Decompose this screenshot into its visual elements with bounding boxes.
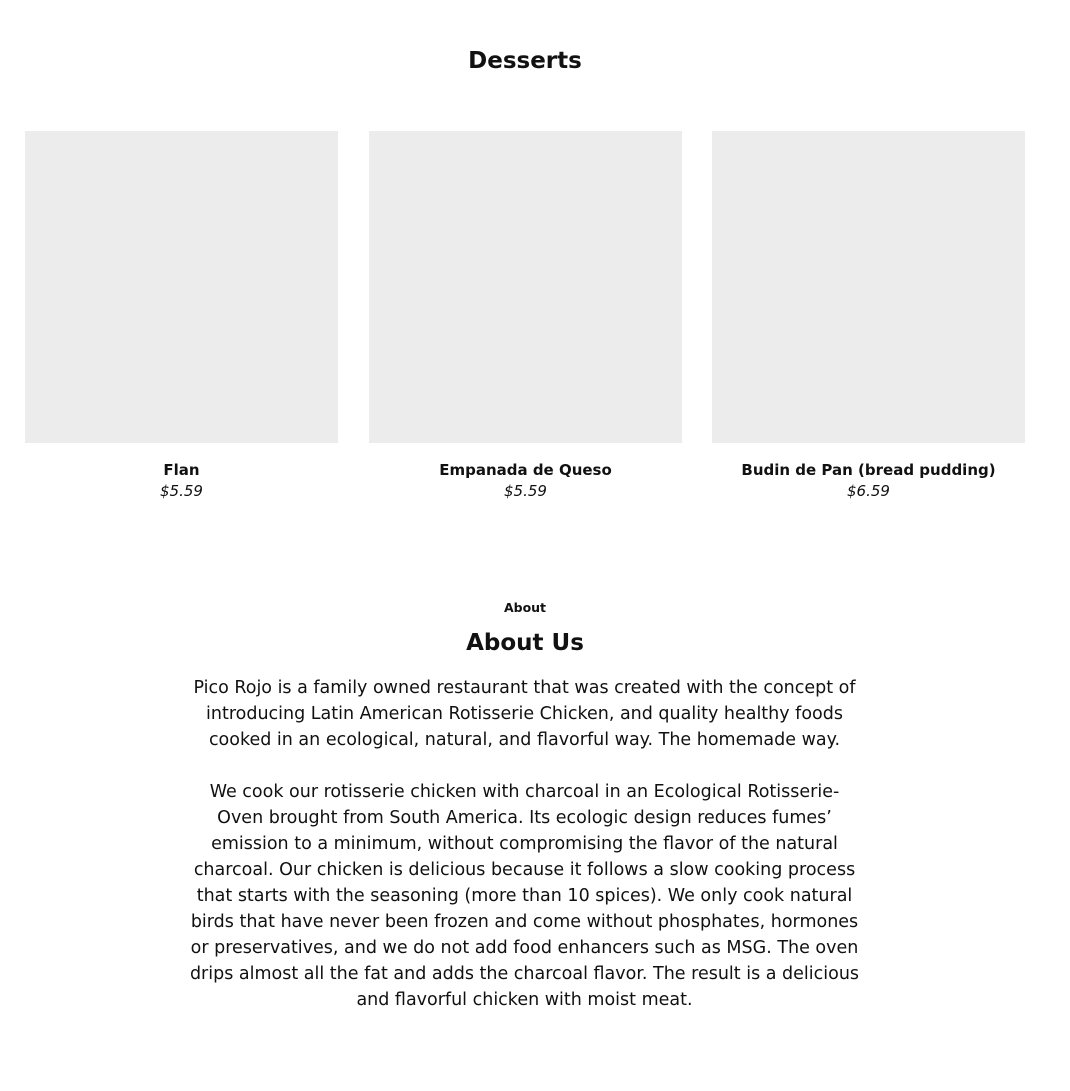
product-image-placeholder[interactable] xyxy=(25,131,338,443)
about-body xyxy=(188,675,861,1039)
product-image-placeholder[interactable] xyxy=(712,131,1025,443)
about-paragraph-intro: Pico Rojo is a family owned restaurant that was created with the concept of introducing Latin American Rotisserie Chicken, and quality healthy foods cooked in an ecological, natural, and flavorful way. The homemade way. xyxy=(193,678,856,750)
product-name[interactable]: Empanada de Queso xyxy=(439,461,612,479)
about-heading: About Us xyxy=(466,630,584,656)
about-paragraph-oven: We cook our rotisserie chicken with charcoal in an Ecological Rotisserie-Oven brought from South America. Its ecologic design reduces fumes’ emission to a minimum, without compromising the flavor of the natural charcoal. Our chicken is delicious because it follows a slow cooking process that starts with the seasoning (more than 10 spices). We only cook natural birds that have never been frozen and come without phosphates, hormones or preservatives, and we do not add food enhancers such as MSG. The oven drips almost all the fat and adds the charcoal flavor. The result is a delicious and flavorful chicken with moist meat. xyxy=(189,782,860,1010)
product-card-budin-de-pan[interactable] xyxy=(712,131,1025,500)
product-name[interactable]: Flan xyxy=(163,461,200,479)
product-name[interactable]: Budin de Pan (bread pudding) xyxy=(741,461,996,479)
product-image-placeholder[interactable] xyxy=(369,131,682,443)
product-price: $5.59 xyxy=(160,482,203,500)
product-price: $5.59 xyxy=(504,482,547,500)
product-card-flan[interactable] xyxy=(25,131,338,500)
about-eyebrow-label: About xyxy=(503,600,547,615)
product-card-empanada-de-queso[interactable] xyxy=(369,131,682,500)
product-price: $6.59 xyxy=(847,482,890,500)
desserts-section-title: Desserts xyxy=(468,48,582,74)
